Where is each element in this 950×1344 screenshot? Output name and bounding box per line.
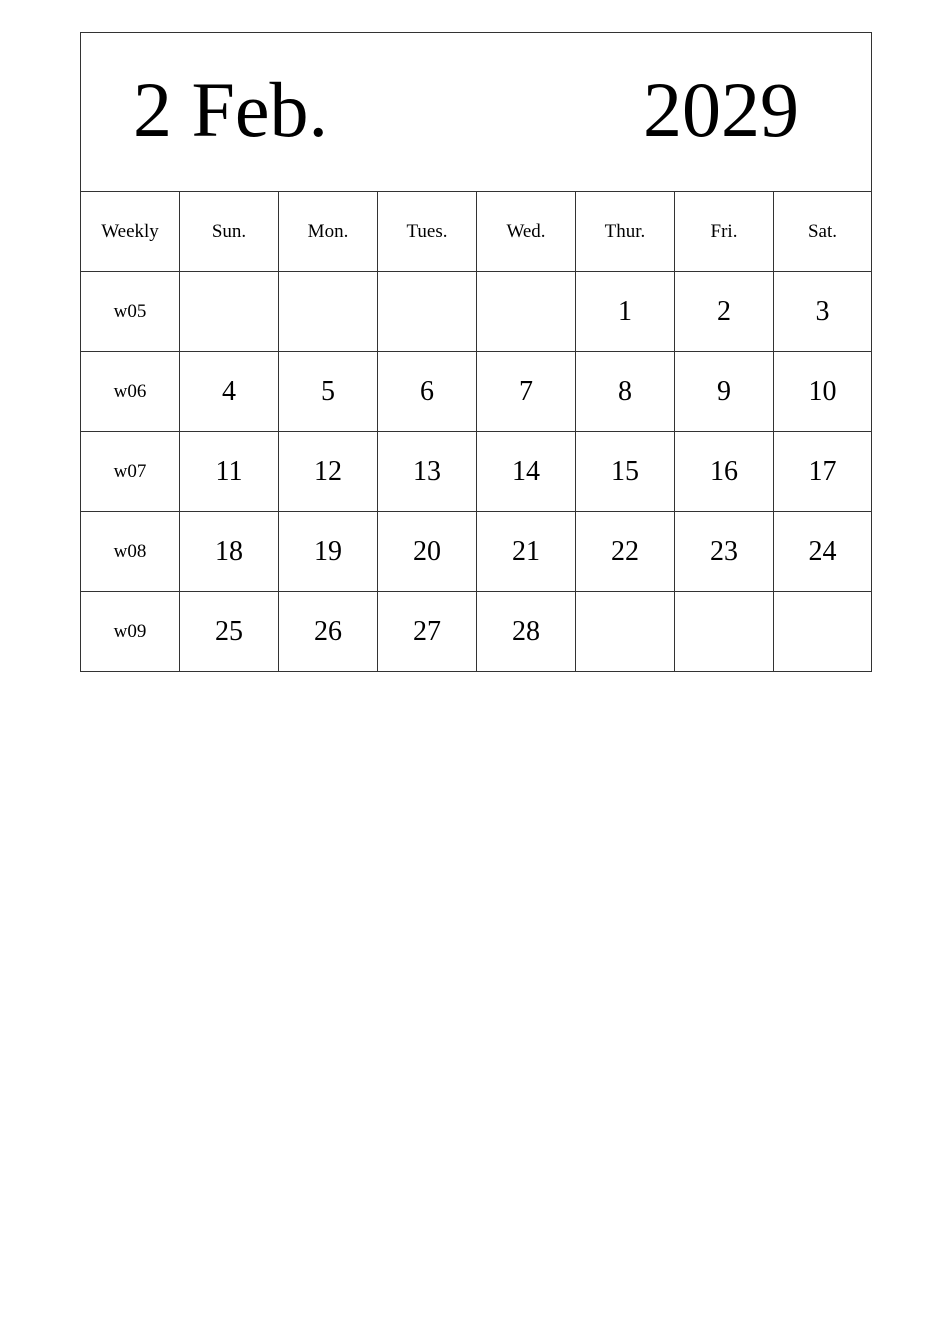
- week-number: w05: [81, 272, 180, 352]
- day-cell: [279, 272, 378, 352]
- day-cell: 4: [180, 352, 279, 432]
- day-cell: [774, 592, 872, 672]
- day-cell: 12: [279, 432, 378, 512]
- day-cell: 15: [576, 432, 675, 512]
- day-cell: 13: [378, 432, 477, 512]
- weekday-header-sun: Sun.: [180, 192, 279, 272]
- week-number: w06: [81, 352, 180, 432]
- week-row: [81, 592, 872, 672]
- day-cell: 17: [774, 432, 872, 512]
- week-number: w07: [81, 432, 180, 512]
- day-cell: 9: [675, 352, 774, 432]
- day-cell: 7: [477, 352, 576, 432]
- weekday-header-fri: Fri.: [675, 192, 774, 272]
- month-title: 2 Feb.: [133, 66, 328, 153]
- day-cell: [675, 592, 774, 672]
- day-cell: 5: [279, 352, 378, 432]
- day-cell: [477, 272, 576, 352]
- day-cell: 1: [576, 272, 675, 352]
- day-cell: [576, 592, 675, 672]
- week-row: [81, 432, 872, 512]
- week-row: [81, 512, 872, 592]
- weekly-column-header: Weekly: [81, 192, 180, 272]
- day-cell: 24: [774, 512, 872, 592]
- weekday-header-thu: Thur.: [576, 192, 675, 272]
- day-cell: [378, 272, 477, 352]
- day-cell: 11: [180, 432, 279, 512]
- week-row: [81, 272, 872, 352]
- day-cell: 18: [180, 512, 279, 592]
- day-cell: 14: [477, 432, 576, 512]
- weekday-header-row: [81, 192, 872, 272]
- day-cell: 21: [477, 512, 576, 592]
- week-number: w08: [81, 512, 180, 592]
- day-cell: 2: [675, 272, 774, 352]
- year-title: 2029: [643, 66, 799, 153]
- day-cell: [180, 272, 279, 352]
- weekday-header-mon: Mon.: [279, 192, 378, 272]
- day-cell: 28: [477, 592, 576, 672]
- day-cell: 26: [279, 592, 378, 672]
- day-cell: 8: [576, 352, 675, 432]
- day-cell: 16: [675, 432, 774, 512]
- day-cell: 6: [378, 352, 477, 432]
- day-cell: 22: [576, 512, 675, 592]
- week-row: [81, 352, 872, 432]
- day-cell: 3: [774, 272, 872, 352]
- day-cell: 27: [378, 592, 477, 672]
- day-cell: 25: [180, 592, 279, 672]
- calendar-header: [81, 33, 872, 192]
- calendar-table: [80, 32, 872, 672]
- day-cell: 10: [774, 352, 872, 432]
- weekday-header-tue: Tues.: [378, 192, 477, 272]
- day-cell: 19: [279, 512, 378, 592]
- day-cell: 20: [378, 512, 477, 592]
- weekday-header-wed: Wed.: [477, 192, 576, 272]
- weekday-header-sat: Sat.: [774, 192, 872, 272]
- day-cell: 23: [675, 512, 774, 592]
- week-number: w09: [81, 592, 180, 672]
